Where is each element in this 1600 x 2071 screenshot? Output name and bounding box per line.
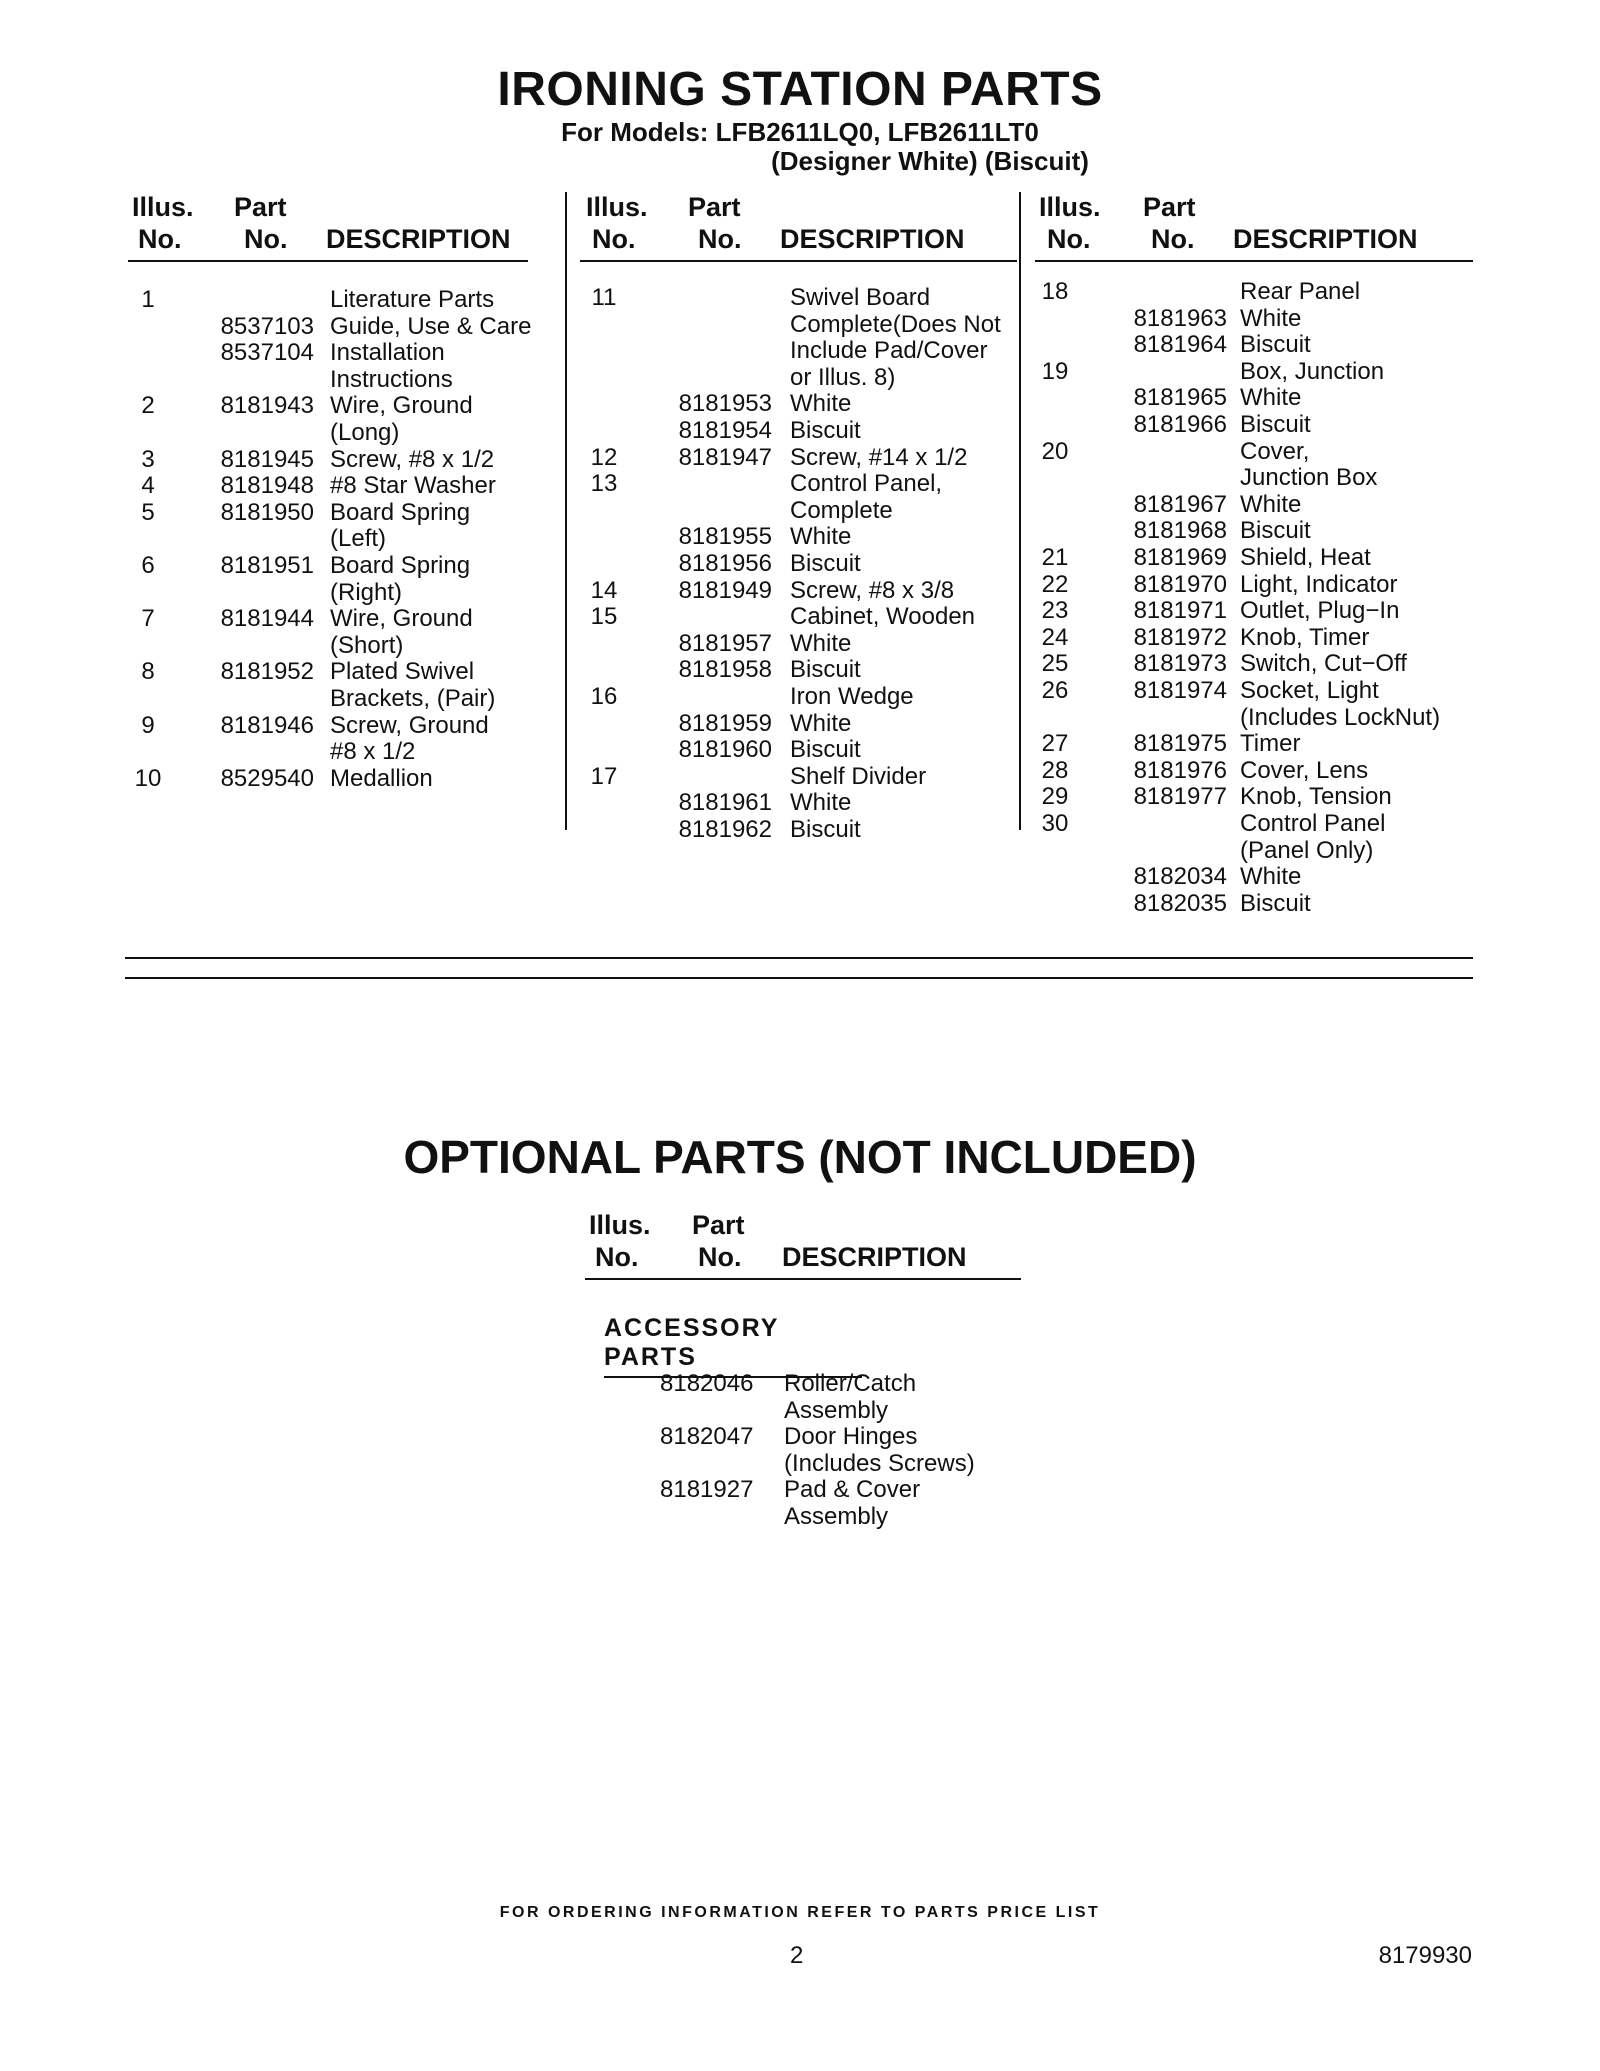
part-row (580, 337, 1017, 364)
part-description: #8 Star Washer (330, 472, 496, 500)
part-description: Literature Parts (330, 286, 495, 313)
part-row (128, 552, 528, 579)
illus-number: 18 (1041, 278, 1069, 305)
part-number: 8181962 (678, 816, 772, 843)
part-description: Timer (1240, 730, 1301, 758)
part-row (128, 366, 528, 393)
part-number: 8181957 (678, 629, 772, 657)
part-number: 8181947 (678, 443, 772, 471)
part-description: Iron Wedge (790, 683, 914, 710)
part-description: Roller/Catch (784, 1370, 917, 1397)
part-number: 8181974 (1133, 677, 1227, 704)
illus-number: 10 (134, 764, 162, 792)
part-description: White (790, 709, 852, 737)
column-divider (565, 192, 567, 830)
description-header: DESCRIPTION (782, 1242, 967, 1272)
accessory-row (600, 1397, 1100, 1424)
illus-number: 19 (1041, 357, 1069, 385)
part-number: 8181960 (678, 736, 772, 764)
column-header (128, 192, 528, 262)
illus-header-no: No. (592, 224, 636, 254)
part-description: Screw, Ground (330, 711, 489, 739)
part-row (1035, 837, 1473, 864)
part-number: 8181976 (1133, 756, 1227, 784)
accessory-row (600, 1503, 1100, 1530)
accessory-row (600, 1370, 1100, 1397)
part-row (1035, 783, 1473, 810)
part-description: Brackets, (Pair) (330, 685, 496, 712)
part-number: 8182034 (1133, 863, 1227, 891)
illus-number: 2 (141, 392, 155, 420)
part-number: 8181968 (1133, 517, 1227, 545)
part-header: Part (692, 1210, 745, 1240)
part-number: 8181961 (678, 789, 772, 817)
description-header: DESCRIPTION (326, 224, 511, 254)
accessory-row (600, 1476, 1100, 1503)
part-row (1035, 571, 1473, 598)
part-row (1035, 704, 1473, 731)
part-row (580, 470, 1017, 497)
part-description: Cover, Lens (1240, 756, 1369, 784)
part-description: White (1240, 384, 1302, 412)
part-row (580, 444, 1017, 471)
part-description: Medallion (330, 764, 433, 792)
part-description: Door Hinges (784, 1423, 918, 1451)
part-number: 8181943 (220, 392, 314, 420)
part-number: 8182047 (660, 1423, 754, 1451)
illus-header-no: No. (595, 1242, 639, 1272)
part-description: Control Panel (1240, 810, 1386, 837)
part-row (1035, 305, 1473, 332)
part-row (1035, 278, 1473, 305)
part-description: Instructions (330, 365, 453, 393)
part-row (1035, 491, 1473, 518)
part-description: Board Spring (330, 498, 471, 526)
column-header (580, 192, 1017, 262)
part-row (128, 712, 528, 739)
part-row (1035, 597, 1473, 624)
part-row (580, 710, 1017, 737)
part-header-no: No. (698, 224, 742, 254)
part-number: 8181954 (678, 417, 772, 444)
part-description: Assembly (784, 1396, 889, 1424)
part-number: 8181972 (1133, 623, 1227, 651)
part-row (128, 472, 528, 499)
part-number: 8181964 (1133, 331, 1227, 359)
part-description: Include Pad/Cover (790, 337, 988, 365)
part-row (580, 763, 1017, 790)
part-row (1035, 863, 1473, 890)
part-row (128, 579, 528, 606)
part-description: Biscuit (1240, 331, 1311, 359)
part-description: Cover, (1240, 437, 1310, 465)
part-number: 8181967 (1133, 490, 1227, 518)
part-row (580, 816, 1017, 843)
part-row (128, 499, 528, 526)
illus-number: 3 (141, 445, 155, 473)
part-row (1035, 384, 1473, 411)
part-number: 8181945 (220, 445, 314, 473)
part-row (128, 765, 528, 792)
part-description: Outlet, Plug−In (1240, 597, 1400, 625)
part-number: 8182046 (660, 1370, 754, 1397)
part-number: 8181971 (1133, 597, 1227, 625)
part-row (128, 658, 528, 685)
part-row (128, 286, 528, 313)
illus-number: 28 (1041, 756, 1069, 784)
description-header: DESCRIPTION (780, 224, 965, 254)
part-description: (Right) (330, 578, 403, 606)
part-description: Junction Box (1240, 464, 1378, 492)
part-number: 8181958 (678, 656, 772, 684)
part-row (1035, 624, 1473, 651)
part-row (128, 419, 528, 446)
part-row (1035, 517, 1473, 544)
part-description: Screw, #8 x 1/2 (330, 445, 495, 473)
part-number: 8181948 (220, 472, 314, 500)
page-number: 2 (790, 1942, 804, 1969)
illus-number: 22 (1041, 570, 1069, 598)
part-number: 8181944 (220, 605, 314, 633)
part-description: Installation (330, 339, 445, 367)
illus-header: Illus. (589, 1210, 651, 1240)
part-description: (Left) (330, 525, 387, 553)
parts-column-3 (1035, 192, 1473, 917)
part-description: Pad & Cover (784, 1476, 921, 1504)
part-number: 8181955 (678, 523, 772, 551)
part-row (1035, 730, 1473, 757)
part-description: Socket, Light (1240, 677, 1379, 704)
illus-number: 7 (141, 605, 155, 633)
illus-number: 11 (591, 284, 617, 311)
part-header: Part (234, 192, 287, 222)
models-subtitle: For Models: LFB2611LQ0, LFB2611LT0 (561, 117, 1039, 147)
parts-column-2 (580, 192, 1017, 843)
illus-number: 1 (141, 286, 155, 313)
part-number: 8181959 (678, 709, 772, 737)
part-row (1035, 677, 1473, 704)
part-row (580, 523, 1017, 550)
part-description: Complete(Does Not (790, 310, 1001, 338)
part-description: Biscuit (790, 417, 861, 444)
part-description: Shield, Heat (1240, 544, 1371, 571)
part-number: 8182035 (1133, 889, 1227, 917)
optional-column-header (585, 1210, 1021, 1280)
illus-header-no: No. (138, 224, 182, 254)
part-description: White (1240, 304, 1302, 332)
illus-number: 14 (590, 576, 618, 604)
part-description: White (790, 789, 852, 817)
illus-number: 5 (141, 498, 155, 526)
part-row (1035, 650, 1473, 677)
part-description: Screw, #8 x 3/8 (790, 576, 955, 604)
illus-number: 25 (1041, 650, 1069, 678)
part-description: Wire, Ground (330, 392, 473, 420)
part-row (580, 390, 1017, 417)
part-row (1035, 757, 1473, 784)
illus-number: 24 (1041, 623, 1069, 651)
part-description: White (1240, 490, 1302, 518)
part-row (1035, 438, 1473, 465)
part-description: Biscuit (1240, 517, 1311, 545)
part-row (580, 656, 1017, 683)
part-number: 8181975 (1133, 730, 1227, 758)
part-number: 8181956 (678, 550, 772, 577)
illus-number: 15 (590, 603, 618, 631)
part-number: 8529540 (220, 764, 314, 792)
part-row (128, 685, 528, 712)
part-description: Biscuit (1240, 411, 1311, 438)
column-header (1035, 192, 1473, 262)
part-description: Light, Indicator (1240, 570, 1398, 598)
illus-number: 12 (590, 443, 618, 471)
illus-number: 6 (141, 552, 155, 579)
ordering-note: FOR ORDERING INFORMATION REFER TO PARTS PRICE LIST (499, 1904, 1101, 1921)
part-number: 8181965 (1133, 384, 1227, 412)
part-description: (Long) (330, 419, 400, 446)
illus-number: 27 (1041, 730, 1069, 758)
part-row (580, 603, 1017, 630)
color-variants: (Designer White) (Biscuit) (771, 146, 1089, 176)
accessory-parts-heading: ACCESSORY PARTS (604, 1314, 862, 1378)
part-description: (Panel Only) (1240, 836, 1374, 864)
part-row (1035, 464, 1473, 491)
part-description: Knob, Timer (1240, 623, 1370, 651)
part-description: Cabinet, Wooden (790, 603, 976, 631)
part-row (128, 392, 528, 419)
part-description: White (790, 390, 852, 418)
description-header: DESCRIPTION (1233, 224, 1418, 254)
part-row (580, 550, 1017, 577)
part-number: 8181951 (220, 552, 314, 579)
part-description: White (790, 629, 852, 657)
part-number: 8181946 (220, 711, 314, 739)
part-description: Biscuit (790, 550, 861, 577)
part-row (128, 738, 528, 765)
part-number: 8181963 (1133, 304, 1227, 332)
document-number: 8179930 (1378, 1942, 1472, 1969)
part-row (580, 789, 1017, 816)
part-number: 8181950 (220, 498, 314, 526)
part-row (580, 577, 1017, 604)
illus-number: 29 (1041, 783, 1069, 811)
illus-header: Illus. (1039, 192, 1101, 222)
illus-number: 30 (1041, 810, 1069, 837)
part-row (580, 417, 1017, 444)
part-number: 8181973 (1133, 650, 1227, 678)
part-description: Wire, Ground (330, 605, 473, 633)
part-description: Control Panel, (790, 470, 943, 498)
part-description: (Short) (330, 631, 404, 659)
illus-number: 17 (590, 762, 618, 790)
part-description: Biscuit (790, 816, 861, 843)
illus-number: 13 (590, 470, 618, 498)
section-divider-bottom (125, 977, 1473, 979)
part-row (128, 525, 528, 552)
part-description: #8 x 1/2 (330, 738, 416, 766)
part-row (580, 497, 1017, 524)
part-row (580, 364, 1017, 391)
illus-number: 21 (1041, 544, 1069, 571)
part-description: Knob, Tension (1240, 783, 1392, 811)
part-number: 8181927 (660, 1476, 754, 1504)
illus-number: 20 (1041, 437, 1069, 465)
illus-header: Illus. (132, 192, 194, 222)
part-row (1035, 890, 1473, 917)
illus-number: 26 (1041, 677, 1069, 704)
part-header-no: No. (244, 224, 288, 254)
part-row (1035, 810, 1473, 837)
section-divider-top (125, 957, 1473, 959)
part-row (128, 312, 532, 340)
part-description: Guide, Use & Care (330, 312, 532, 340)
part-row (580, 736, 1017, 763)
part-number: 8181977 (1133, 783, 1227, 811)
part-description: Biscuit (790, 736, 861, 764)
part-description: White (1240, 863, 1302, 891)
part-header: Part (688, 192, 741, 222)
part-description: (Includes Screws) (784, 1449, 975, 1477)
illus-number: 23 (1041, 597, 1069, 625)
part-number: 8537103 (220, 312, 314, 340)
part-row (580, 284, 1017, 311)
part-number: 8181970 (1133, 570, 1227, 598)
part-description: Swivel Board (790, 284, 931, 311)
part-description: (Includes LockNut) (1240, 703, 1441, 731)
part-description: Plated Swivel (330, 658, 475, 686)
accessory-row (600, 1423, 1100, 1450)
part-row (580, 630, 1017, 657)
part-row (128, 446, 528, 473)
part-header-no: No. (698, 1242, 742, 1272)
illus-header: Illus. (586, 192, 648, 222)
part-header: Part (1143, 192, 1196, 222)
accessory-row (600, 1450, 1100, 1477)
part-number: 8181949 (678, 576, 772, 604)
part-row (128, 605, 528, 632)
part-header-no: No. (1151, 224, 1195, 254)
part-number: 8181953 (678, 390, 772, 418)
part-description: Board Spring (330, 552, 471, 579)
optional-parts-title: OPTIONAL PARTS (NOT INCLUDED) (403, 1131, 1197, 1183)
column-divider (1019, 192, 1021, 830)
part-description: Shelf Divider (790, 762, 927, 790)
illus-number: 8 (141, 658, 155, 686)
part-row (1035, 544, 1473, 571)
part-description: White (790, 523, 852, 551)
illus-number: 4 (141, 472, 155, 500)
part-row (1035, 358, 1473, 385)
part-row (1035, 411, 1473, 438)
part-number: 8181966 (1133, 411, 1227, 438)
parts-column-1 (128, 192, 532, 792)
part-description: Biscuit (1240, 889, 1311, 917)
part-row (128, 339, 528, 366)
part-row (580, 683, 1017, 710)
part-description: Box, Junction (1240, 357, 1385, 385)
part-description: Complete (790, 496, 893, 524)
part-row (128, 632, 528, 659)
part-description: Rear Panel (1240, 278, 1361, 305)
part-description: Switch, Cut−Off (1240, 650, 1407, 678)
part-number: 8181969 (1133, 544, 1227, 571)
part-row (1035, 331, 1473, 358)
part-description: Biscuit (790, 656, 861, 684)
part-number: 8181952 (220, 658, 314, 686)
illus-header-no: No. (1047, 224, 1091, 254)
part-description: or Illus. 8) (790, 363, 896, 391)
part-row (580, 311, 1017, 338)
page-title: IRONING STATION PARTS (497, 63, 1103, 116)
illus-number: 9 (141, 711, 155, 739)
part-description: Screw, #14 x 1/2 (790, 443, 968, 471)
part-description: Assembly (784, 1503, 889, 1530)
illus-number: 16 (590, 683, 618, 710)
part-number: 8537104 (220, 339, 314, 367)
